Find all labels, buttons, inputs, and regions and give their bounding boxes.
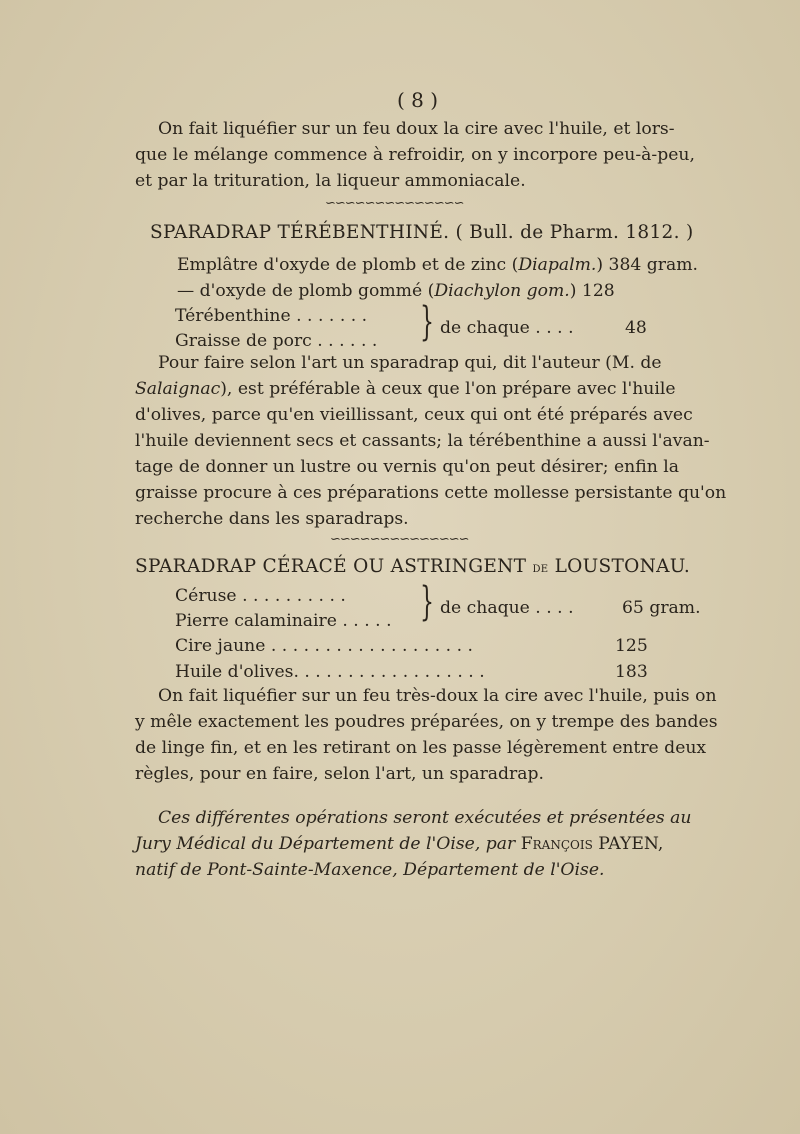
- recipe-row-label: Cire jaune . . . . . . . . . . . . . . . . . . .: [175, 636, 473, 656]
- ornament-divider: ∽∽∽∽∽∽∽∽∽∽∽∽∽∽: [330, 532, 469, 547]
- text-line: y mêle exactement les poudres préparées, on y trempe des bandes: [135, 712, 718, 732]
- page-number: ( 8 ): [397, 88, 439, 112]
- recipe-row-value: 183: [615, 662, 648, 682]
- recipe-row-italic: Diapalm.: [518, 255, 597, 275]
- author-surname: PAYEN,: [598, 834, 664, 854]
- author-name: Salaignac: [135, 379, 221, 399]
- text-line: graisse procure à ces préparations cette mollesse persistante qu'on: [135, 483, 727, 503]
- text-line: Pour faire selon l'art un sparadrap qui, dit l'auteur (M. de: [158, 353, 662, 373]
- text-line: On fait liquéfier sur un feu doux la cire avec l'huile, et lors-: [158, 119, 675, 139]
- text-line: natif de Pont-Sainte-Maxence, Département de l'Oise.: [135, 860, 605, 880]
- brace-value: 48: [625, 318, 647, 338]
- text-line: que le mélange commence à refroidir, on y incorpore peu-à-peu,: [135, 145, 695, 165]
- brace-symbol: }: [420, 299, 434, 345]
- text-line: Ces différentes opérations seront exécutées et présentées au: [158, 808, 692, 828]
- recipe-row-text: — d'oxyde de plomb gommé (: [177, 281, 435, 301]
- recipe-row-italic: Diachylon gom.: [434, 281, 570, 301]
- brace-symbol: }: [420, 579, 434, 625]
- brace-label: de chaque . . . .: [440, 318, 574, 338]
- recipe-row: [177, 252, 698, 278]
- section-title-de: de: [532, 560, 549, 576]
- brace-item: Graisse de porc . . . . . .: [175, 331, 378, 351]
- recipe-row: [177, 278, 615, 304]
- brace-item: Pierre calaminaire . . . . .: [175, 611, 392, 631]
- text-line: et par la trituration, la liqueur ammoniacale.: [135, 171, 526, 191]
- recipe-row-text: ) 384 gram.: [596, 255, 699, 275]
- brace-value: 65 gram.: [622, 598, 701, 618]
- brace-label: de chaque . . . .: [440, 598, 574, 618]
- ornament-divider: ∽∽∽∽∽∽∽∽∽∽∽∽∽∽: [325, 196, 464, 211]
- text-fragment: Jury Médical du Département de l'Oise, par: [135, 834, 516, 854]
- author-firstname: François: [520, 834, 593, 854]
- text-line: On fait liquéfier sur un feu très-doux la cire avec l'huile, puis on: [158, 686, 717, 706]
- recipe-row-label: Huile d'olives. . . . . . . . . . . . . . . . . .: [175, 662, 485, 682]
- section-title-author: LOUSTONAU.: [554, 556, 691, 577]
- section-title: [135, 556, 690, 577]
- recipe-row-text: ) 128: [569, 281, 615, 301]
- text-line: [135, 376, 676, 402]
- text-fragment: ), est préférable à ceux que l'on prépare avec l'huile: [220, 379, 676, 399]
- section-title: SPARADRAP TÉRÉBENTHINÉ. ( Bull. de Pharm. 1812. ): [150, 222, 694, 243]
- text-line: de linge fin, et en les retirant on les passe légèrement entre deux: [135, 738, 707, 758]
- text-line: tage de donner un lustre ou vernis qu'on peut désirer; enfin la: [135, 457, 679, 477]
- text-line: règles, pour en faire, selon l'art, un sparadrap.: [135, 764, 544, 784]
- text-line: d'olives, parce qu'en vieillissant, ceux qui ont été préparés avec: [135, 405, 693, 425]
- brace-item: Céruse . . . . . . . . . .: [175, 586, 346, 606]
- brace-item: Térébenthine . . . . . . .: [175, 306, 368, 326]
- recipe-row-value: 125: [615, 636, 648, 656]
- recipe-row-text: Emplâtre d'oxyde de plomb et de zinc (: [177, 255, 519, 275]
- text-line: [135, 831, 663, 857]
- section-title-main: SPARADRAP CÉRACÉ OU ASTRINGENT: [135, 556, 527, 577]
- text-line: l'huile deviennent secs et cassants; la térébenthine a aussi l'avan-: [135, 431, 710, 451]
- text-line: recherche dans les sparadraps.: [135, 509, 409, 529]
